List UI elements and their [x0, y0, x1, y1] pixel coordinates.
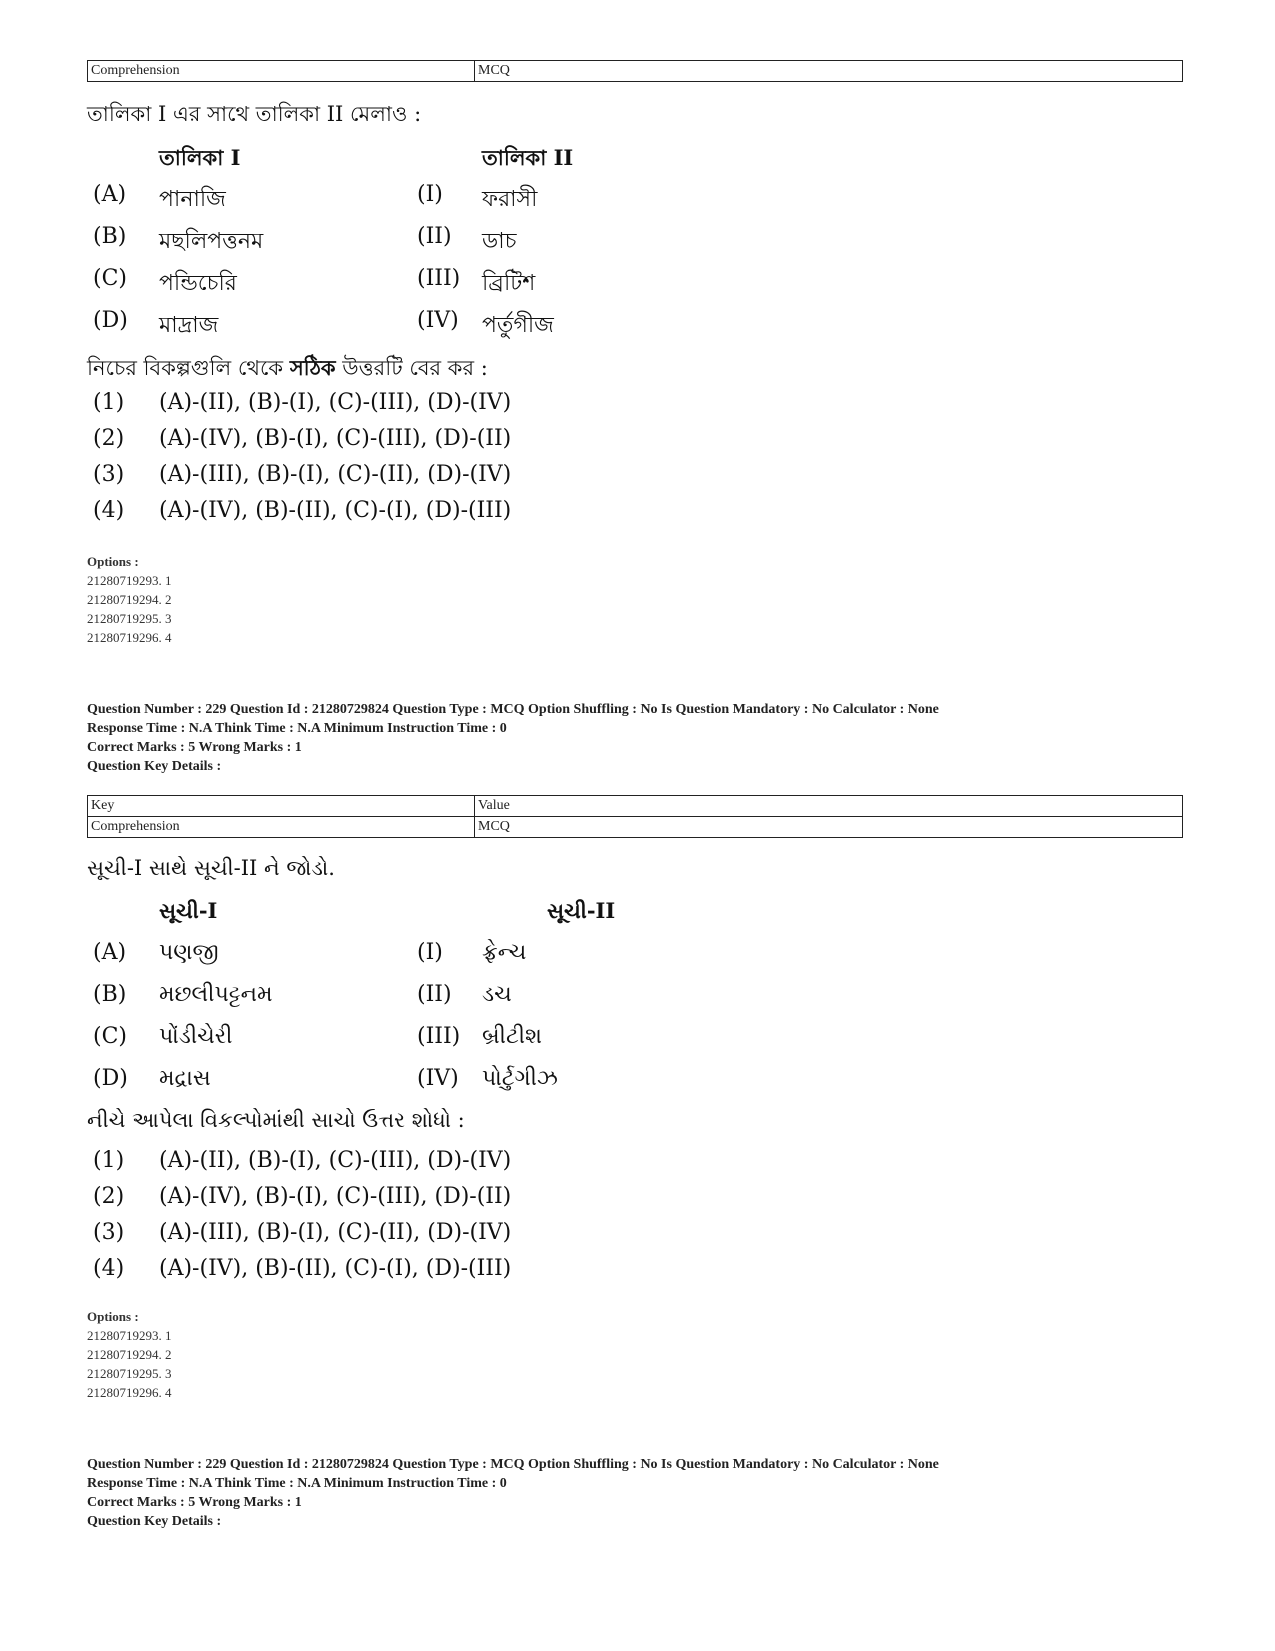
meta-line: Question Key Details :	[87, 759, 222, 774]
row-text: মছলিপত্তনম	[159, 229, 264, 254]
meta-line: Question Number : 229 Question Id : 21280729824 Question Type : MCQ Option Shuffling : No Is Question Mandatory : No Calculator : None	[87, 702, 939, 717]
table-cell-key: Comprehension	[88, 817, 475, 838]
meta-line: Response Time : N.A Think Time : N.A Minimum Instruction Time : 0	[87, 1476, 507, 1491]
option-label: (2)	[93, 1184, 125, 1209]
row-text: পন্ডিচেরি	[159, 271, 237, 296]
column-2-heading: তালিকা II	[482, 145, 574, 170]
row-right-label: (I)	[417, 940, 443, 965]
table-cell-value: MCQ	[475, 61, 1183, 82]
option-label: (2)	[93, 426, 125, 451]
match-row	[87, 1024, 787, 1054]
option-id: 21280719293. 1	[87, 573, 172, 588]
option-label: (3)	[93, 462, 125, 487]
option-id: 21280719294. 2	[87, 1347, 172, 1362]
meta-line: Question Number : 229 Question Id : 21280729824 Question Type : MCQ Option Shuffling : No Is Question Mandatory : No Calculator : None	[87, 1457, 939, 1472]
table-header-row	[88, 796, 1183, 817]
option-text: (A)-(III), (B)-(I), (C)-(II), (D)-(IV)	[159, 462, 512, 487]
key-details-table	[87, 795, 1183, 838]
row-right-text: પોર્ટુગીઝ	[482, 1066, 558, 1091]
option-label: (1)	[93, 390, 125, 415]
row-text: મદ્રાસ	[159, 1066, 211, 1091]
row-label: (D)	[93, 1066, 128, 1091]
option-text: (A)-(IV), (B)-(I), (C)-(III), (D)-(II)	[159, 1184, 512, 1209]
row-right-text: ડચ	[482, 982, 512, 1007]
option-id: 21280719295. 3	[87, 1366, 172, 1381]
option-label: (4)	[93, 1256, 125, 1281]
option-label: (3)	[93, 1220, 125, 1245]
meta-line: Correct Marks : 5 Wrong Marks : 1	[87, 740, 302, 755]
table-cell-key: Comprehension	[88, 61, 475, 82]
row-right-text: ব্রিটিশ	[482, 271, 536, 296]
match-row	[87, 224, 787, 254]
row-right-text: ફ્રેન્ચ	[482, 940, 527, 965]
question-instruction: তালিকা I এর সাথে তালিকা II মেলাও :	[87, 102, 422, 126]
options-label: Options :	[87, 554, 139, 569]
option-text: (A)-(IV), (B)-(II), (C)-(I), (D)-(III)	[159, 498, 512, 523]
match-row	[87, 266, 787, 296]
answer-option	[87, 1148, 787, 1178]
row-right-label: (III)	[417, 266, 461, 291]
answer-option	[87, 1256, 787, 1286]
option-label: (1)	[93, 1148, 125, 1173]
question-meta	[87, 700, 939, 776]
choose-instruction: નીચે આપેલા વિકલ્પોમાંથી સાચો ઉત્તર શોધો :	[87, 1108, 465, 1132]
options-list	[87, 1307, 172, 1402]
table-header-key: Key	[88, 796, 475, 817]
answer-option	[87, 1184, 787, 1214]
choose-post: উত্তরটি বের কর :	[335, 356, 488, 380]
option-id: 21280719294. 2	[87, 592, 172, 607]
column-2-heading: સૂચી-II	[547, 898, 616, 923]
option-text: (A)-(IV), (B)-(II), (C)-(I), (D)-(III)	[159, 1256, 512, 1281]
key-details-table-top	[87, 60, 1183, 82]
match-row	[87, 940, 787, 970]
meta-line: Response Time : N.A Think Time : N.A Minimum Instruction Time : 0	[87, 721, 507, 736]
answer-option	[87, 1220, 787, 1250]
row-text: পানাজি	[159, 187, 226, 212]
table-header-value: Value	[475, 796, 1183, 817]
column-1-heading: સૂચી-I	[159, 898, 218, 923]
options-label: Options :	[87, 1309, 139, 1324]
row-label: (C)	[93, 266, 127, 291]
answer-option	[87, 390, 787, 420]
match-row	[87, 982, 787, 1012]
row-right-label: (IV)	[417, 1066, 459, 1091]
option-text: (A)-(IV), (B)-(I), (C)-(III), (D)-(II)	[159, 426, 512, 451]
row-right-text: ডাচ	[482, 229, 517, 254]
match-row	[87, 308, 787, 338]
row-label: (B)	[93, 224, 127, 249]
match-row	[87, 1066, 787, 1096]
answer-option	[87, 498, 787, 528]
choose-pre: নিচের বিকল্পগুলি থেকে	[87, 356, 290, 380]
answer-option	[87, 462, 787, 492]
question-instruction: સૂચી-I સાથે સૂચી-II ને જોડો.	[87, 856, 335, 880]
question-meta	[87, 1455, 939, 1531]
row-text: પણજી	[159, 940, 219, 965]
row-text: মাদ্রাজ	[159, 313, 219, 338]
row-label: (B)	[93, 982, 127, 1007]
table-cell-value: MCQ	[475, 817, 1183, 838]
row-label: (A)	[93, 940, 127, 965]
row-right-text: পর্তুগীজ	[482, 313, 554, 338]
row-right-label: (II)	[417, 982, 452, 1007]
option-text: (A)-(III), (B)-(I), (C)-(II), (D)-(IV)	[159, 1220, 512, 1245]
row-label: (C)	[93, 1024, 127, 1049]
option-text: (A)-(II), (B)-(I), (C)-(III), (D)-(IV)	[159, 1148, 512, 1173]
option-id: 21280719296. 4	[87, 1385, 172, 1400]
column-1-heading: তালিকা I	[159, 145, 241, 170]
options-list	[87, 552, 172, 647]
row-right-text: ফরাসী	[482, 187, 538, 212]
table-row	[88, 61, 1183, 82]
row-right-label: (IV)	[417, 308, 459, 333]
answer-option	[87, 426, 787, 456]
option-id: 21280719293. 1	[87, 1328, 172, 1343]
meta-line: Correct Marks : 5 Wrong Marks : 1	[87, 1495, 302, 1510]
option-text: (A)-(II), (B)-(I), (C)-(III), (D)-(IV)	[159, 390, 512, 415]
row-text: મછલીપટ્ટનમ	[159, 982, 273, 1007]
option-label: (4)	[93, 498, 125, 523]
row-label: (D)	[93, 308, 128, 333]
row-right-label: (I)	[417, 182, 443, 207]
row-right-label: (II)	[417, 224, 452, 249]
option-id: 21280719295. 3	[87, 611, 172, 626]
match-row	[87, 182, 787, 212]
table-row	[88, 817, 1183, 838]
choose-instruction	[87, 352, 488, 387]
meta-line: Question Key Details :	[87, 1514, 222, 1529]
row-label: (A)	[93, 182, 127, 207]
row-right-text: બ્રીટીશ	[482, 1024, 543, 1049]
option-id: 21280719296. 4	[87, 630, 172, 645]
row-right-label: (III)	[417, 1024, 461, 1049]
row-text: પોંડીચેરી	[159, 1024, 233, 1049]
choose-bold: সঠিক	[289, 355, 336, 380]
